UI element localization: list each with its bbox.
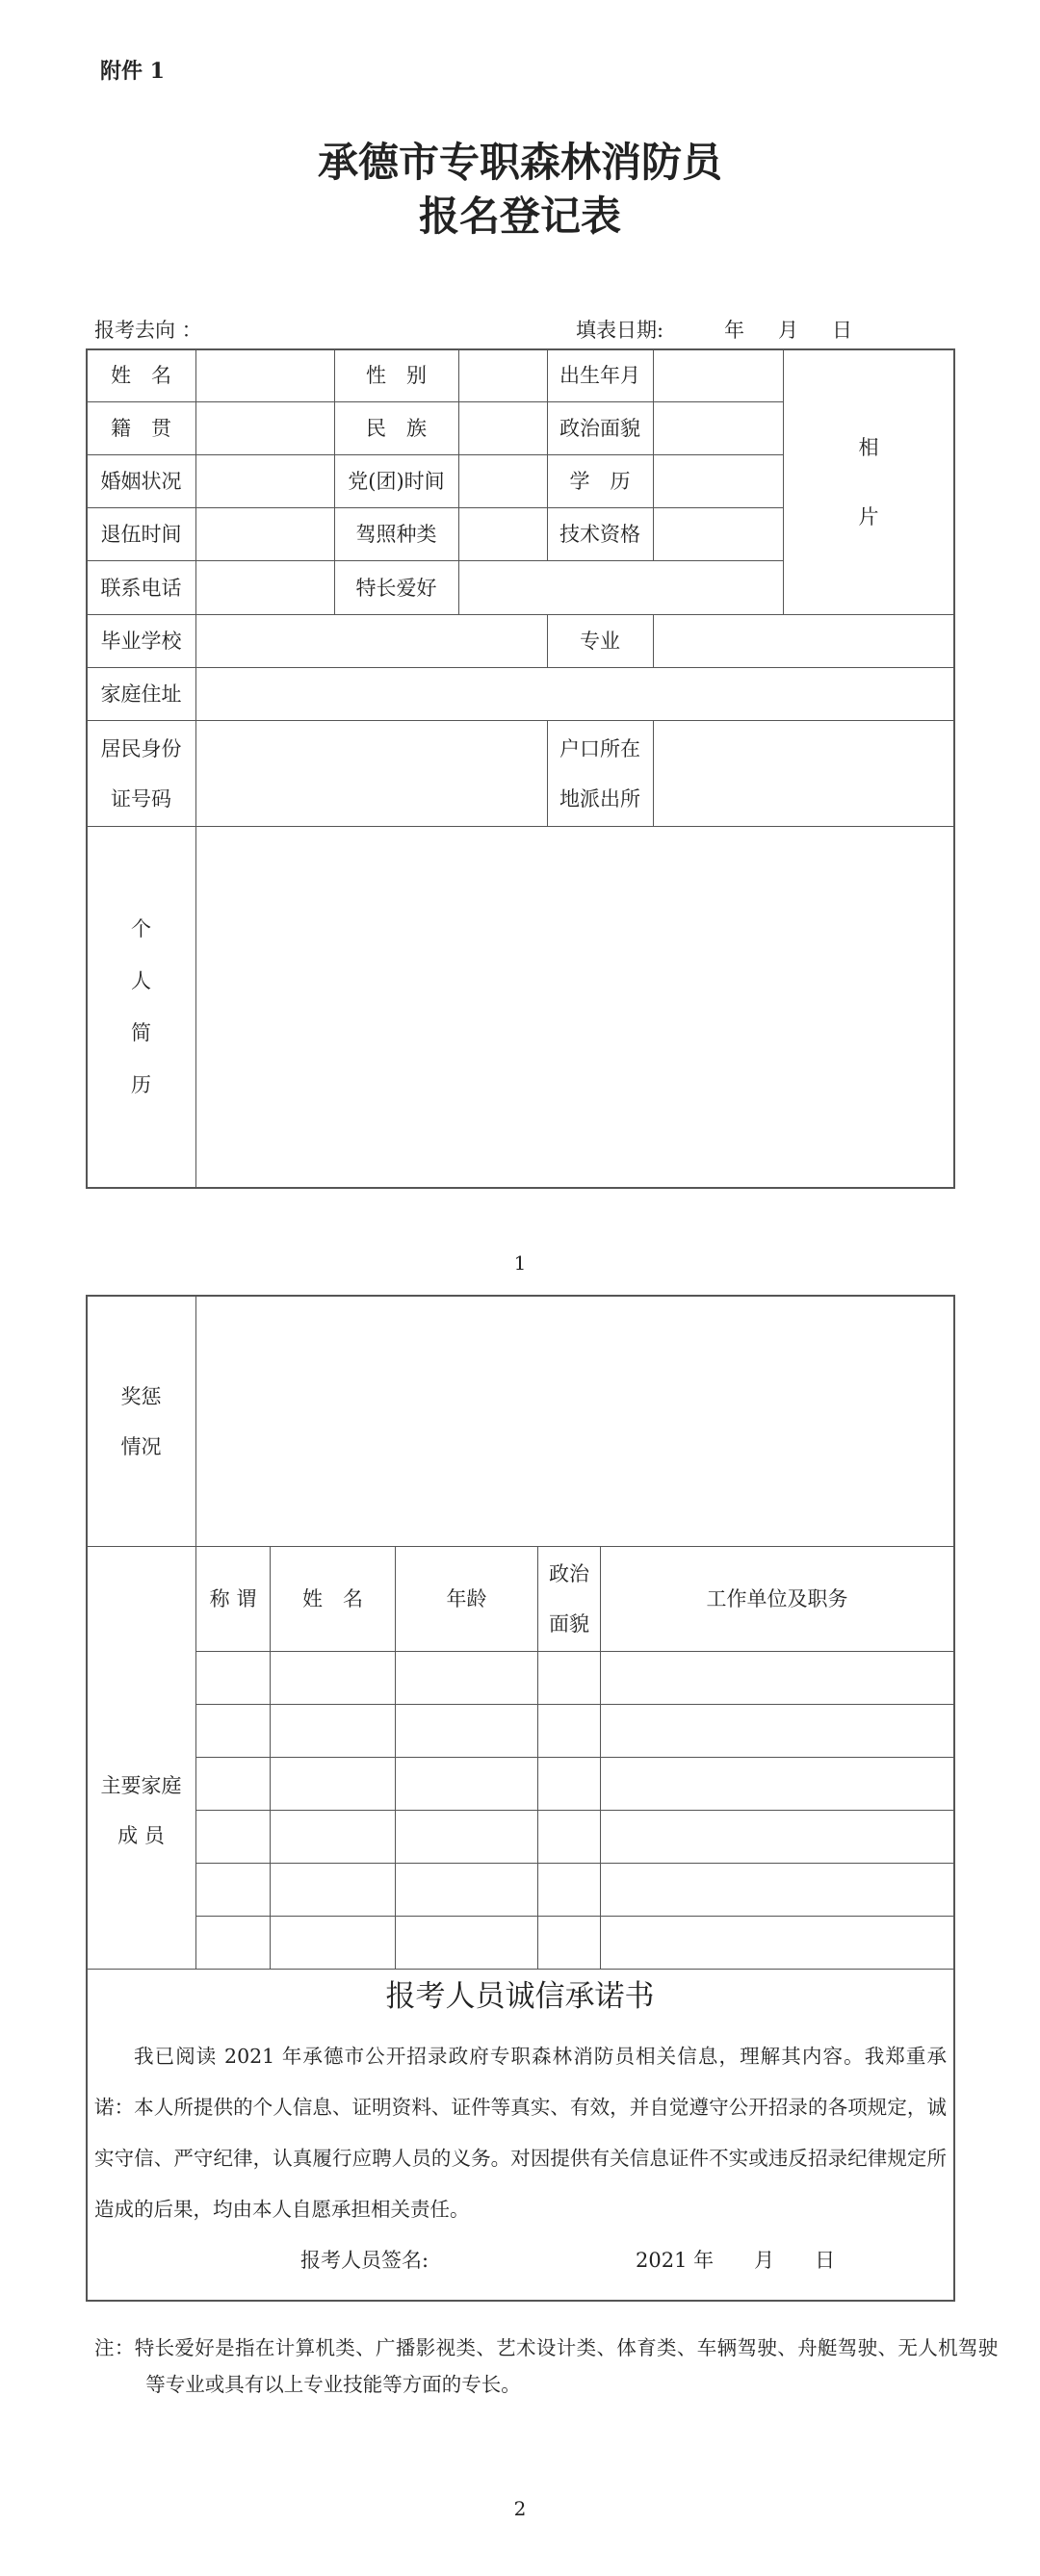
resume-char-3: 简 [131, 1021, 151, 1044]
label-license-type: 驾照种类 [355, 523, 437, 546]
page-number-2: 2 [513, 2497, 527, 2520]
label-id-number [87, 721, 195, 826]
hukou-label-2: 地派出所 [559, 786, 640, 811]
header-name: 姓 名 [302, 1587, 363, 1610]
label-major: 专业 [580, 630, 620, 653]
header-political-status [538, 1547, 600, 1651]
label-ethnic: 民 族 [366, 417, 427, 440]
label-education: 学 历 [569, 470, 631, 493]
id-label-1: 居民身份 [100, 736, 182, 760]
label-party-time: 党(团)时间 [348, 470, 445, 493]
label-marital-status: 婚姻状况 [100, 470, 182, 493]
label-address: 家庭住址 [100, 683, 182, 706]
pledge-title: 报考人员诚信承诺书 [385, 1979, 655, 2014]
resume-char-1: 个 [131, 917, 151, 940]
attachment-label: 附件 1 [100, 59, 165, 84]
date-month: 月 [778, 319, 798, 342]
resume-char-4: 历 [131, 1073, 151, 1096]
resume-char-2: 人 [131, 969, 151, 992]
hukou-label-1: 户口所在 [559, 736, 640, 760]
date-year: 年 [724, 319, 744, 342]
header-pol-1: 政治 [549, 1562, 589, 1585]
header-age: 年龄 [446, 1587, 487, 1610]
label-hukou-station [547, 721, 653, 826]
id-label-2: 证号码 [111, 786, 171, 811]
header-relation: 称 谓 [209, 1587, 257, 1610]
label-name: 姓 名 [111, 364, 171, 387]
specialty-note: 注：特长爱好是指在计算机类、广播影视类、艺术设计类、体育类、车辆驾驶、舟艇驾驶、无人机驾驶等专业或具有以上专业技能等方面的专长。 [94, 2336, 999, 2396]
header-pol-2: 面貌 [549, 1612, 589, 1636]
signature-date: 2021 年 月 日 [636, 2249, 836, 2272]
label-native-place: 籍 贯 [111, 417, 171, 440]
label-qualification: 技术资格 [559, 523, 640, 546]
label-specialty: 特长爱好 [355, 576, 437, 600]
family-label-1: 主要家庭 [100, 1773, 182, 1797]
label-phone: 联系电话 [100, 576, 182, 600]
label-family-members [87, 1652, 195, 1969]
photo-label-1: 相 [858, 435, 879, 459]
form-title-line1: 承德市专职森林消防员 [317, 139, 722, 186]
header-work-unit: 工作单位及职务 [706, 1587, 848, 1610]
label-school: 毕业学校 [100, 630, 182, 653]
family-label-2: 成 员 [117, 1823, 165, 1847]
signature-label: 报考人员签名: [300, 2249, 429, 2272]
application-direction-label: 报考去向 ： [94, 319, 202, 342]
label-discharge-time: 退伍时间 [100, 523, 182, 546]
form-title-line2: 报名登记表 [418, 193, 621, 240]
date-day: 日 [832, 319, 852, 342]
photo-box [784, 349, 953, 614]
label-gender: 性 别 [366, 364, 427, 387]
label-awards [87, 1297, 195, 1546]
page-number-1: 1 [513, 1251, 527, 1275]
pledge-body: 我已阅读 2021 年承德市公开招录政府专职森林消防员相关信息，理解其内容。我郑重承诺：本人所提供的个人信息、证明资料、证件等真实、有效，并自觉遵守公开招录的各项规定，诚实守信、严守纪律，认真履行应聘人员的义务。对因提供有关信息证件不实或违反招录纪律规定所造成的后果，均由本人自愿承担相关责任。 [94, 2045, 947, 2221]
label-resume [87, 827, 195, 1187]
awards-label-2: 情况 [120, 1434, 162, 1458]
awards-label-1: 奖惩 [120, 1384, 162, 1408]
photo-label-2: 片 [858, 504, 879, 528]
fill-date-label: 填表日期: [576, 319, 664, 342]
label-birth: 出生年月 [559, 364, 640, 387]
label-political-status: 政治面貌 [559, 417, 640, 440]
